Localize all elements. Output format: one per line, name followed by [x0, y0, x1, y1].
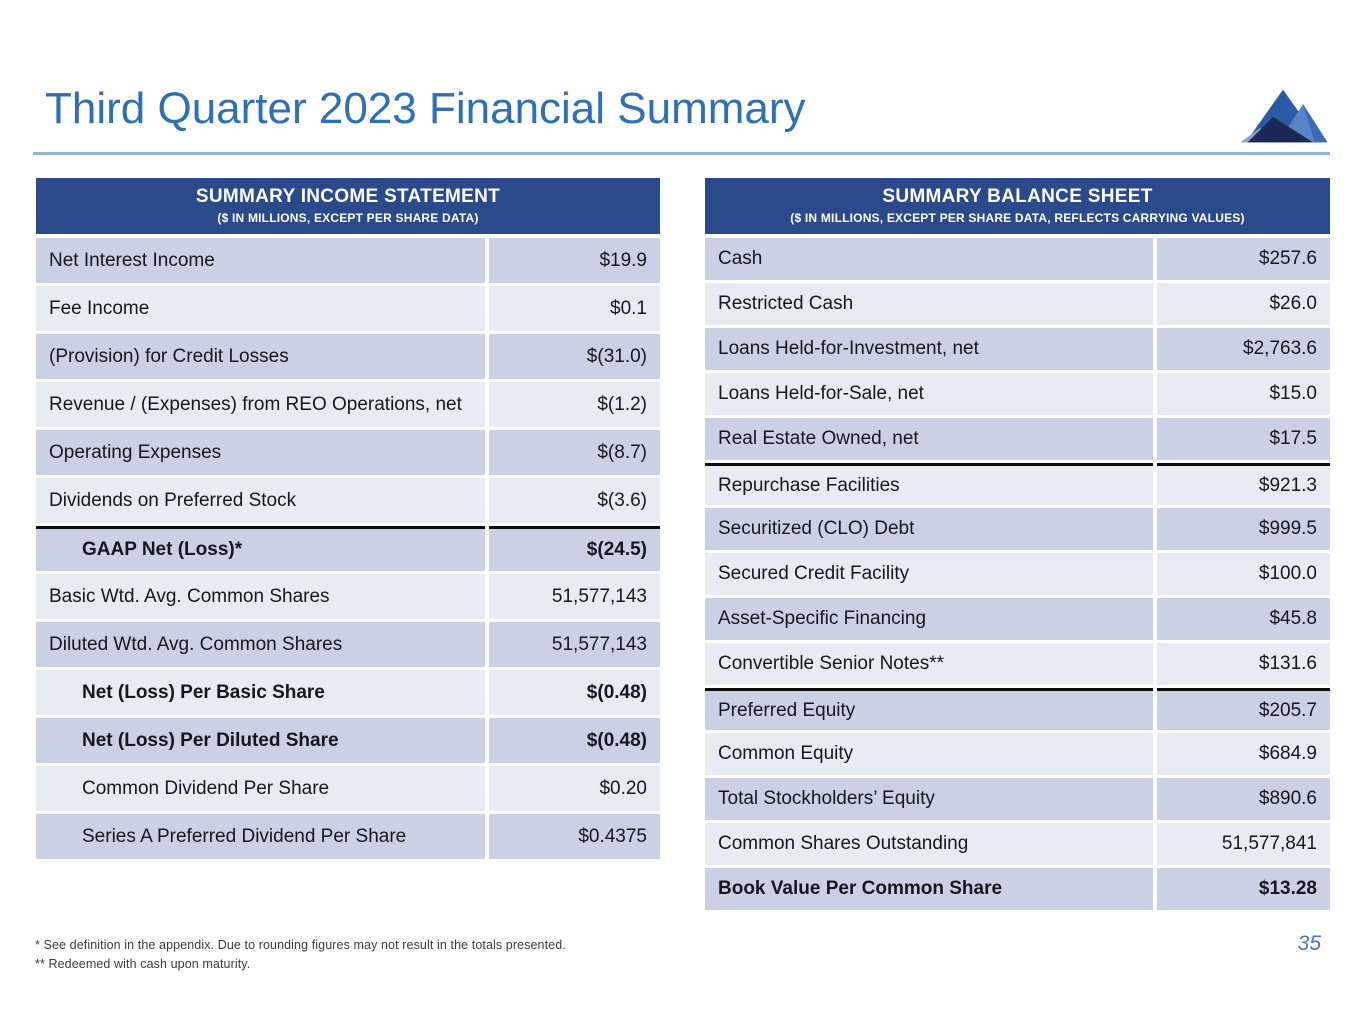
balance-sheet-table	[705, 178, 1330, 910]
row-label: Diluted Wtd. Avg. Common Shares	[36, 622, 485, 667]
table-row	[36, 382, 660, 427]
table-row	[705, 508, 1330, 550]
income-statement-subtitle: ($ IN MILLIONS, EXCEPT PER SHARE DATA)	[217, 211, 479, 225]
income-statement-header	[36, 178, 660, 234]
row-label: Net (Loss) Per Basic Share	[36, 670, 485, 715]
row-label: Series A Preferred Dividend Per Share	[36, 814, 485, 859]
row-value: $26.0	[1157, 283, 1330, 325]
table-row	[36, 334, 660, 379]
page-number: 35	[1297, 932, 1321, 955]
row-value: $45.8	[1157, 598, 1330, 640]
table-row	[705, 463, 1330, 505]
row-label: Common Dividend Per Share	[36, 766, 485, 811]
row-value: $131.6	[1157, 643, 1330, 685]
row-label: Loans Held-for-Investment, net	[705, 328, 1153, 370]
table-row	[36, 814, 660, 859]
row-label: Basic Wtd. Avg. Common Shares	[36, 574, 485, 619]
row-value: $(0.48)	[489, 670, 660, 715]
row-value: $13.28	[1157, 868, 1330, 910]
table-row	[705, 688, 1330, 730]
row-value: $(31.0)	[489, 334, 660, 379]
table-row	[705, 328, 1330, 370]
row-value: $(8.7)	[489, 430, 660, 475]
table-row	[36, 718, 660, 763]
row-label: Common Shares Outstanding	[705, 823, 1153, 865]
balance-sheet-rows	[705, 238, 1330, 910]
row-value: $890.6	[1157, 778, 1330, 820]
row-value: $0.20	[489, 766, 660, 811]
balance-sheet-title: SUMMARY BALANCE SHEET	[882, 186, 1153, 207]
row-label: Common Equity	[705, 733, 1153, 775]
row-label: Asset-Specific Financing	[705, 598, 1153, 640]
table-row	[705, 643, 1330, 685]
mountain-logo-icon	[1233, 84, 1333, 148]
table-row	[705, 868, 1330, 910]
table-row	[705, 598, 1330, 640]
row-label: Book Value Per Common Share	[705, 868, 1153, 910]
footnote-line: * See definition in the appendix. Due to rounding figures may not result in the totals presented.	[35, 938, 566, 952]
table-row	[36, 526, 660, 571]
table-row	[705, 778, 1330, 820]
row-value: $17.5	[1157, 418, 1330, 460]
row-label: Total Stockholders’ Equity	[705, 778, 1153, 820]
table-row	[705, 373, 1330, 415]
row-value: $999.5	[1157, 508, 1330, 550]
row-label: Secured Credit Facility	[705, 553, 1153, 595]
row-label: Cash	[705, 238, 1153, 280]
row-value: $15.0	[1157, 373, 1330, 415]
table-row	[36, 574, 660, 619]
table-row	[36, 430, 660, 475]
footnote-line: ** Redeemed with cash upon maturity.	[35, 957, 251, 972]
table-row	[705, 283, 1330, 325]
table-row	[705, 823, 1330, 865]
row-value: $(3.6)	[489, 478, 660, 523]
income-statement-title: SUMMARY INCOME STATEMENT	[195, 186, 501, 207]
row-value: $100.0	[1157, 553, 1330, 595]
row-label: Securitized (CLO) Debt	[705, 508, 1153, 550]
row-value: $921.3	[1157, 463, 1330, 505]
row-value: $(24.5)	[489, 526, 660, 571]
table-row	[705, 418, 1330, 460]
income-statement-table	[36, 178, 660, 859]
row-value: 51,577,143	[489, 574, 660, 619]
table-row	[36, 766, 660, 811]
table-row	[36, 238, 660, 283]
table-row	[705, 553, 1330, 595]
row-label: Convertible Senior Notes**	[705, 643, 1153, 685]
row-value: $0.1	[489, 286, 660, 331]
row-label: Real Estate Owned, net	[705, 418, 1153, 460]
balance-sheet-subtitle: ($ IN MILLIONS, EXCEPT PER SHARE DATA, REFLECTS CARRYING VALUES)	[790, 211, 1245, 225]
row-value: 51,577,841	[1157, 823, 1330, 865]
table-row	[705, 733, 1330, 775]
row-label: (Provision) for Credit Losses	[36, 334, 485, 379]
row-label: Fee Income	[36, 286, 485, 331]
title-divider	[33, 152, 1330, 155]
row-value: $(1.2)	[489, 382, 660, 427]
row-value: $0.4375	[489, 814, 660, 859]
row-value: $19.9	[489, 238, 660, 283]
row-value: $257.6	[1157, 238, 1330, 280]
row-label: Loans Held-for-Sale, net	[705, 373, 1153, 415]
row-label: Dividends on Preferred Stock	[36, 478, 485, 523]
row-label: Operating Expenses	[36, 430, 485, 475]
balance-sheet-header	[705, 178, 1330, 234]
income-statement-rows	[36, 238, 660, 859]
row-value: $(0.48)	[489, 718, 660, 763]
table-row	[36, 286, 660, 331]
footnotes	[35, 936, 566, 975]
row-label: GAAP Net (Loss)*	[36, 526, 485, 571]
row-value: $205.7	[1157, 688, 1330, 730]
row-label: Restricted Cash	[705, 283, 1153, 325]
page-title: Third Quarter 2023 Financial Summary	[45, 84, 806, 133]
row-label: Preferred Equity	[705, 688, 1153, 730]
row-value: $2,763.6	[1157, 328, 1330, 370]
row-value: $684.9	[1157, 733, 1330, 775]
table-row	[36, 670, 660, 715]
row-label: Net (Loss) Per Diluted Share	[36, 718, 485, 763]
row-label: Repurchase Facilities	[705, 463, 1153, 505]
table-row	[36, 622, 660, 667]
row-label: Revenue / (Expenses) from REO Operations, net	[36, 382, 485, 427]
row-label: Net Interest Income	[36, 238, 485, 283]
table-row	[36, 478, 660, 523]
row-value: 51,577,143	[489, 622, 660, 667]
table-row	[705, 238, 1330, 280]
